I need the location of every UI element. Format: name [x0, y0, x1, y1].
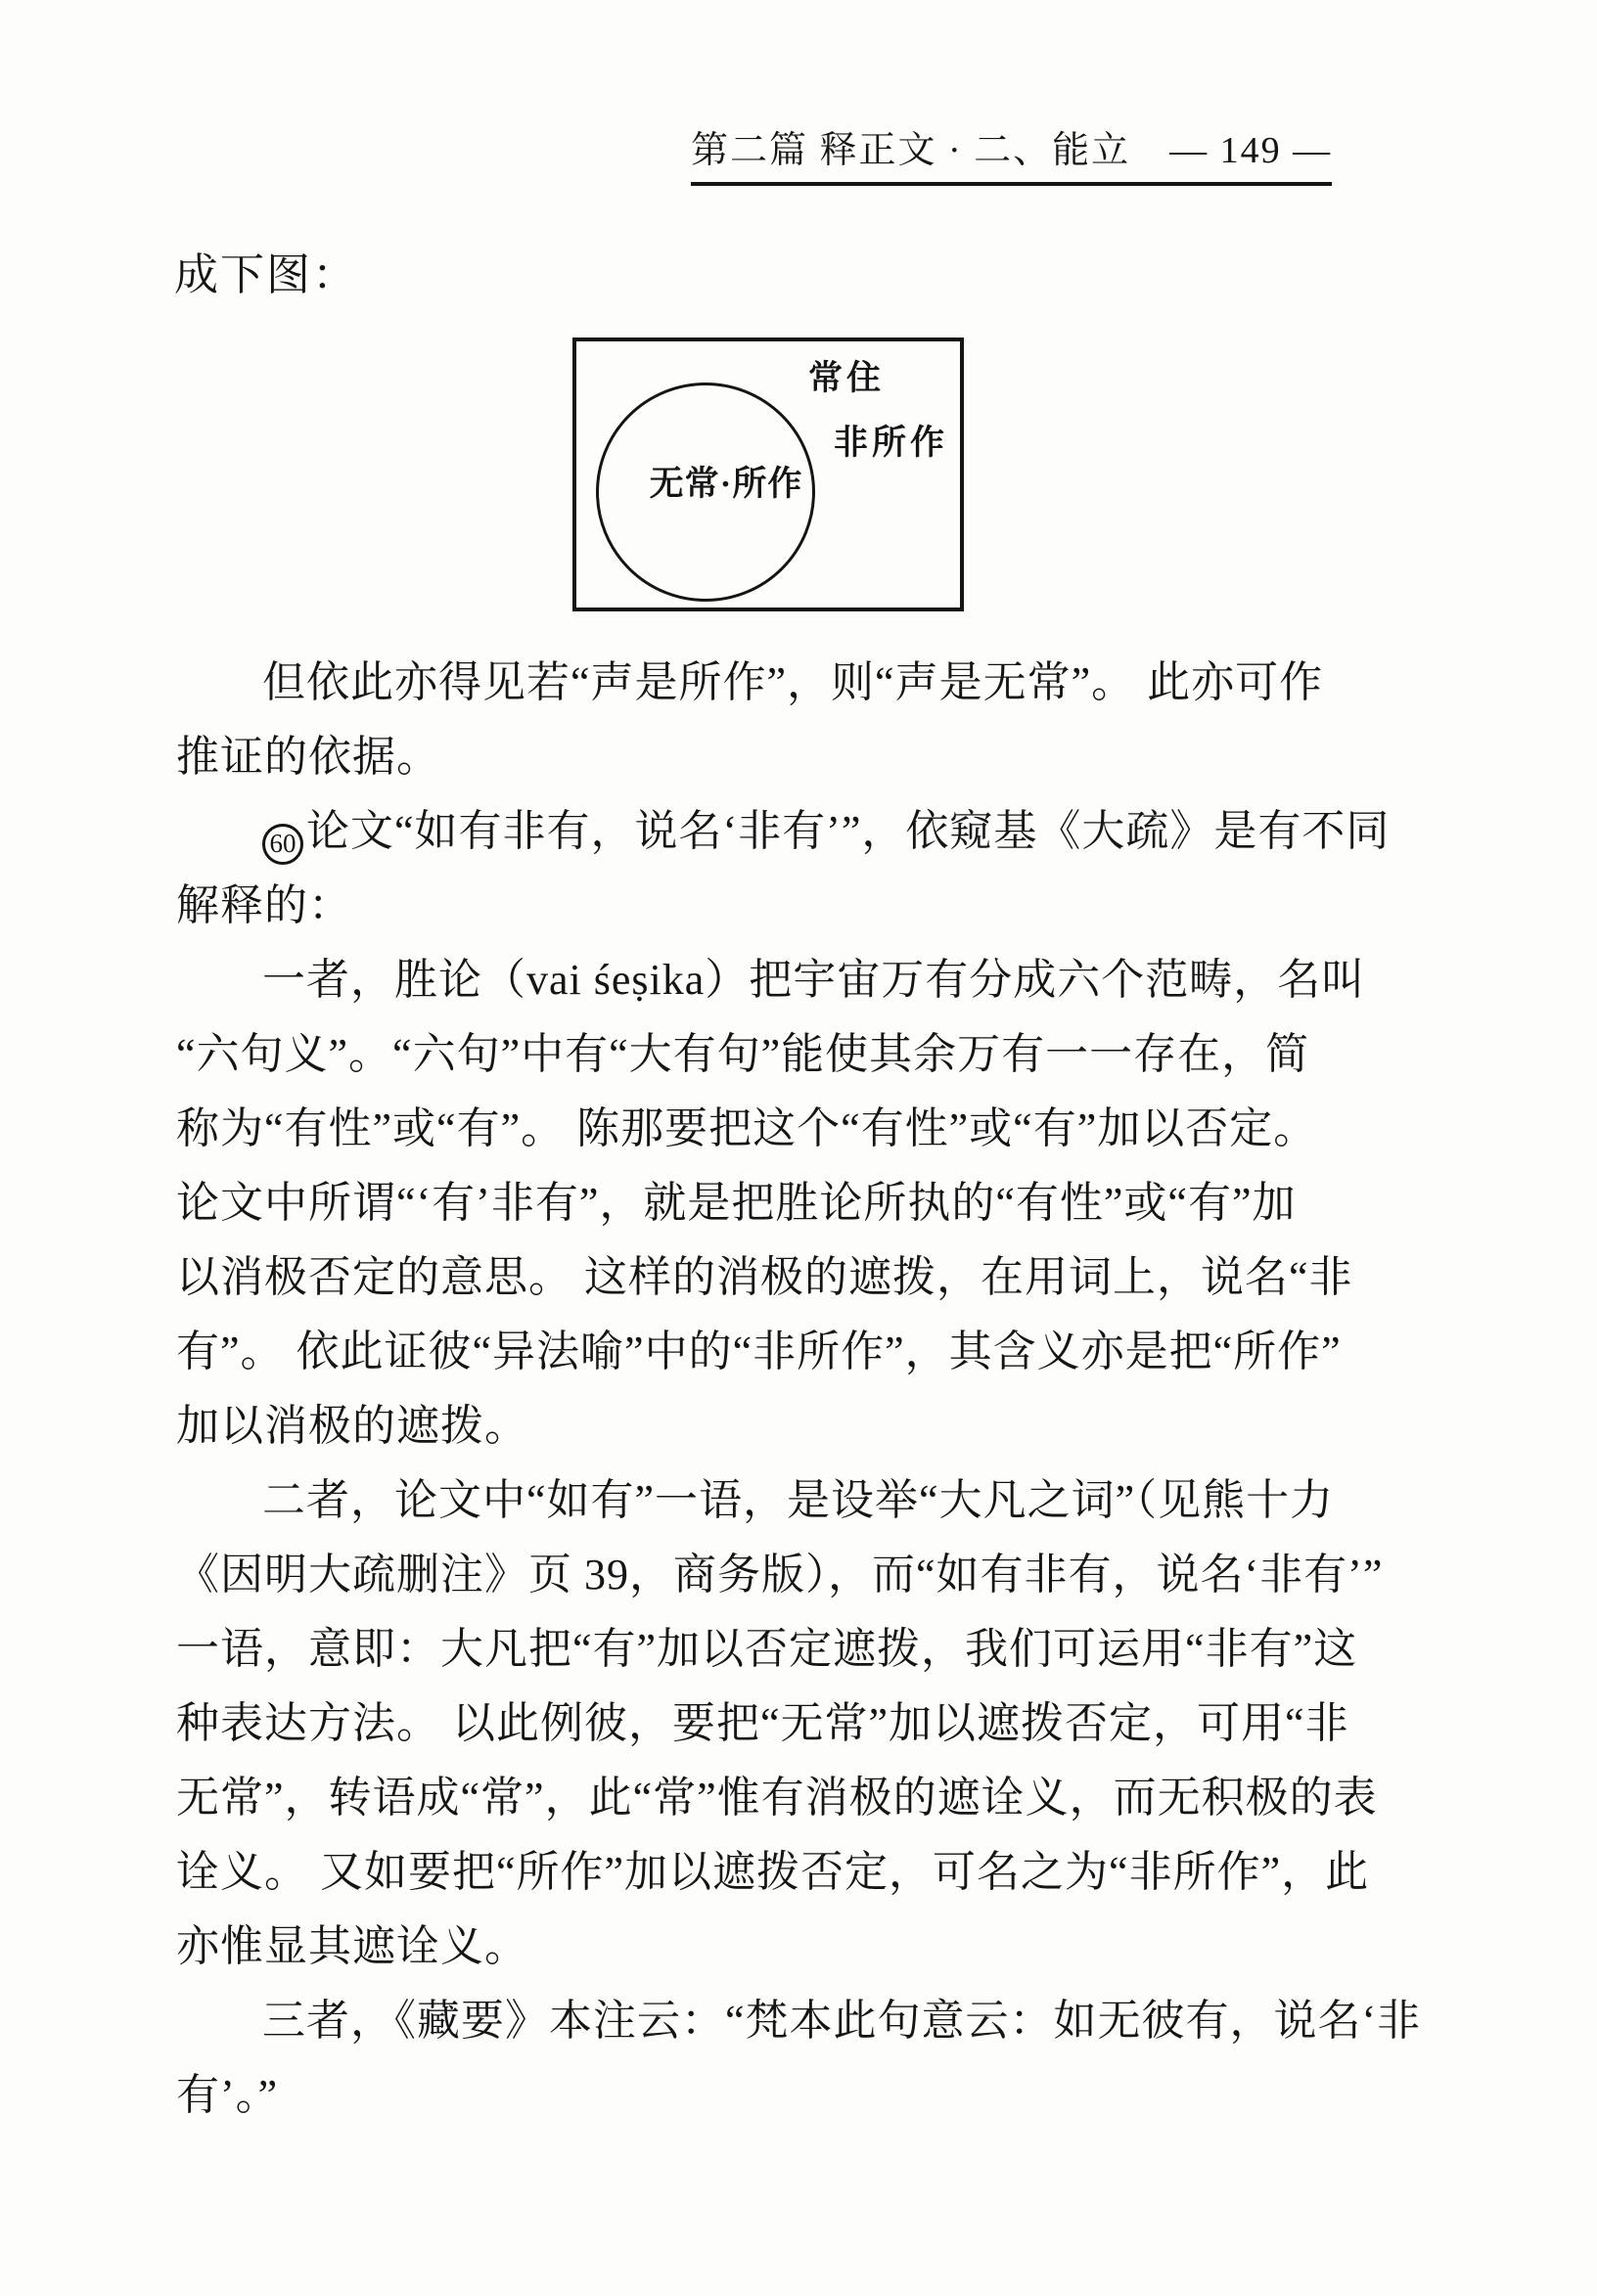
text-line: 二者，论文中“如有”一语，是设举“大凡之词”（见熊十力: [262, 1476, 1335, 1524]
text-line: 解释的：: [176, 881, 352, 929]
circled-number: 60: [262, 824, 303, 865]
text-line: 加以消极的遮拨。: [176, 1402, 528, 1450]
text-line: 以消极否定的意思。 这样的消极的遮拨，在用词上，说名“非: [176, 1253, 1353, 1301]
text-line: 60 论文“如有非有，说名‘非有’”，依窥基《大疏》是有不同: [176, 794, 1435, 869]
diagram-label-feisuozuo: 非所作: [834, 424, 949, 462]
text-line: 但依此亦得见若“声是所作”，则“声是无常”。 此亦可作: [262, 658, 1324, 706]
text-line: 有’。”: [176, 2071, 279, 2119]
text-line: 推证的依据。: [176, 733, 440, 781]
text-line: 无常”，转语成“常”，此“常”惟有消极的遮诠义，而无积极的表: [176, 1774, 1378, 1822]
text-line: 称为“有性”或“有”。 陈那要把这个“有性”或“有”加以否定。: [176, 1104, 1318, 1152]
body-text: [176, 646, 1435, 2133]
text-line: 三者，《藏要》本注云：“梵本此句意云：如无彼有，说名‘非: [262, 1997, 1422, 2045]
diagram-label-circle: 无常·所作: [649, 465, 803, 503]
text-line: 有”。 依此证彼“异法喻”中的“非所作”，其含义亦是把“所作”: [176, 1328, 1342, 1375]
text-line: 一者，胜论（vai śeṣika）把宇宙万有分成六个范畴，名叫: [262, 956, 1366, 1004]
text-line: 诠义。 又如要把“所作”加以遮拨否定，可名之为“非所作”，此: [176, 1848, 1370, 1896]
text-line: 亦惟显其遮诠义。: [176, 1922, 528, 1970]
intro-line: 成下图：: [174, 250, 359, 299]
diagram-label-changzhu: 常住: [808, 359, 886, 397]
text-line: “六句义”。“六句”中有“大有句”能使其余万有一一存在，简: [176, 1030, 1310, 1078]
text-line: 种表达方法。 以此例彼，要把“无常”加以遮拨否定，可用“非: [176, 1699, 1349, 1747]
running-header: 第二篇 释正文 · 二、能立 — 149 —: [691, 127, 1332, 186]
text-line: 论文中所谓“‘有’非有”，就是把胜论所执的“有性”或“有”加: [176, 1179, 1297, 1227]
text-line: 一语，意即：大凡把“有”加以否定遮拨，我们可运用“非有”这: [176, 1625, 1358, 1673]
text-line: 《因明大疏删注》页 39，商务版），而“如有非有，说名‘非有’”: [176, 1551, 1384, 1598]
venn-diagram: [572, 338, 964, 611]
